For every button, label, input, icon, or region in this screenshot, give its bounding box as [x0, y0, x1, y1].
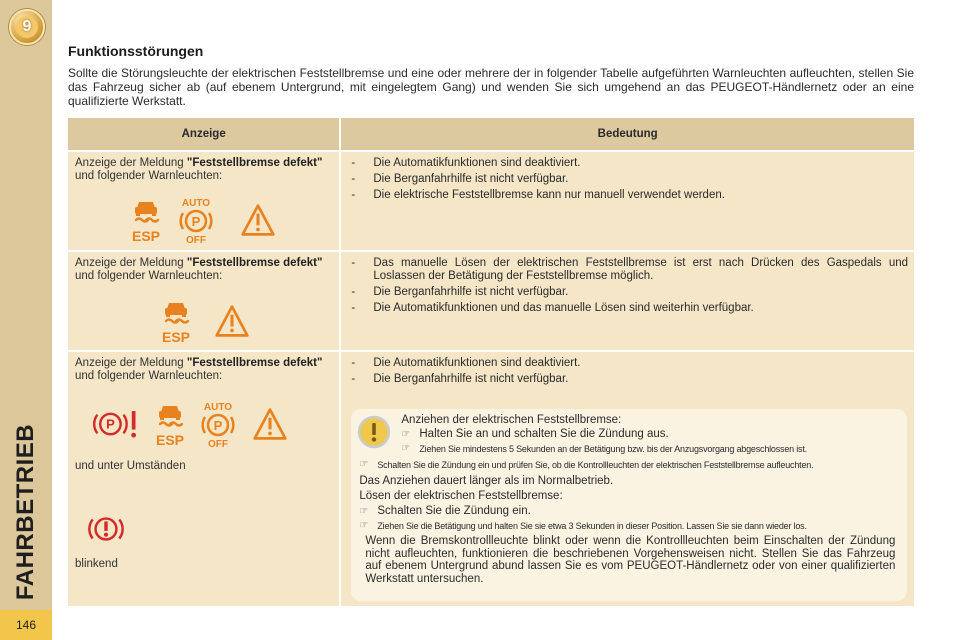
esp-icon: [156, 298, 196, 344]
chapter-number: 9: [16, 16, 38, 38]
list-item: - Die Berganfahrhilfe ist nicht verfügbar.: [351, 286, 569, 298]
list-item: - Die Automatikfunktionen sind deaktiviert.: [351, 157, 581, 169]
warning-triangle-icon: [240, 202, 276, 238]
table-row: [68, 152, 914, 250]
blinking-label: blinkend: [75, 558, 118, 570]
apply-step: ☞ Halten Sie an und schalten Sie die Zündung aus.: [401, 428, 669, 440]
final-note: Wenn die Bremskontrollleuchte blinkt oder wenn die Kontrollleuchten beim Einschalten der Zündung nicht aufleuchten, funktionieren die beschriebenen Vorgehensweisen nicht. Stellen Sie das Fahrzeug auf ebenem Untergrund abund lassen Sie es vom PEUGEOT-Händlernetz oder von einer qualifizierten Werkstatt untersuchen.: [365, 535, 896, 585]
warning-triangle-icon: [214, 303, 250, 339]
esp-icon: [126, 197, 166, 243]
circumstances-label: und unter Umständen: [75, 460, 186, 472]
release-detail: ☞ Ziehen Sie die Betätigung und halten Sie sie etwa 3 Sekunden in dieser Position. Lassen Sie sie dann wieder los.: [359, 520, 807, 531]
pointing-hand-icon: ☞: [359, 506, 369, 517]
parking-brake-warning-icon: [90, 405, 142, 443]
pointing-hand-icon: ☞: [359, 520, 369, 531]
apply-check: ☞ Schalten Sie die Zündung ein und prüfen Sie, ob die Kontrollleuchten der elektrischen Feststellbremse aufleuchten.: [359, 459, 814, 470]
chapter-sidebar: [0, 0, 52, 640]
esp-icon: [150, 401, 190, 447]
list-item: - Die Automatikfunktionen und das manuelle Lösen sind weiterhin verfügbar.: [351, 302, 754, 314]
attention-note: [351, 409, 907, 601]
table-row: [68, 352, 914, 606]
page-number: 146: [0, 610, 52, 640]
auto-p-off-icon: [198, 400, 238, 448]
pointing-hand-icon: ☞: [359, 459, 369, 470]
list-item: - Die Berganfahrhilfe ist nicht verfügbar.: [351, 173, 569, 185]
bedeutung-cell: [341, 252, 914, 350]
section-heading: Funktionsstörungen: [68, 43, 204, 59]
table-row: [68, 252, 914, 350]
brake-warning-icon: [84, 510, 128, 548]
malfunction-table: [68, 118, 914, 606]
pointing-hand-icon: ☞: [401, 443, 411, 454]
bedeutung-cell: [341, 152, 914, 250]
list-item: - Die Berganfahrhilfe ist nicht verfügbar.: [351, 373, 569, 385]
intro-paragraph: Sollte die Störungsleuchte der elektrischen Feststellbremse und eine oder mehrere der in folgender Tabelle aufgeführten Warnleuchten aufleuchten, stellen Sie das Fahrzeug sicher ab (auf ebenem Untergrund, mit eingelegtem Gang) und wenden Sie sich umgehend an das PEUGEOT-Händlernetz oder an eine qualifizierte Werkstatt.: [68, 66, 914, 108]
chapter-title: FAHRBETRIEB: [12, 423, 40, 601]
apply-title: Anziehen der elektrischen Feststellbremse:: [401, 414, 622, 426]
header-bedeutung: Bedeutung: [597, 128, 658, 140]
bedeutung-cell: [341, 352, 914, 606]
table-header: [68, 118, 914, 150]
warning-triangle-icon: [252, 406, 288, 442]
attention-icon: [357, 415, 391, 449]
pointing-hand-icon: ☞: [401, 429, 411, 440]
auto-p-off-icon: [176, 196, 216, 244]
release-title: Lösen der elektrischen Feststellbremse:: [359, 490, 563, 502]
anzeige-cell: Anzeige der Meldung "Feststellbremse defekt" und folgender Warnleuchten:: [68, 252, 339, 350]
apply-duration: Das Anziehen dauert länger als im Normalbetrieb.: [359, 475, 614, 487]
chapter-badge: [9, 9, 45, 45]
header-anzeige: Anzeige: [181, 128, 226, 140]
anzeige-cell: Anzeige der Meldung "Feststellbremse defekt" und folgender Warnleuchten: und unter Umständen blinkend: [75, 357, 323, 570]
apply-detail: ☞ Ziehen Sie mindestens 5 Sekunden an der Betätigung bzw. bis der Anzugsvorgang abgeschlossen ist.: [401, 443, 807, 454]
list-item: - Das manuelle Lösen der elektrischen Feststellbremse ist erst nach Drücken des Gaspedals und Loslassen der Betätigung der Feststellbremse möglich.: [351, 257, 909, 282]
list-item: - Die Automatikfunktionen sind deaktiviert.: [351, 357, 581, 369]
release-step: ☞ Schalten Sie die Zündung ein.: [359, 505, 531, 517]
anzeige-cell: Anzeige der Meldung "Feststellbremse defekt" und folgender Warnleuchten:: [68, 152, 339, 250]
list-item: - Die elektrische Feststellbremse kann nur manuell verwendet werden.: [351, 189, 725, 201]
